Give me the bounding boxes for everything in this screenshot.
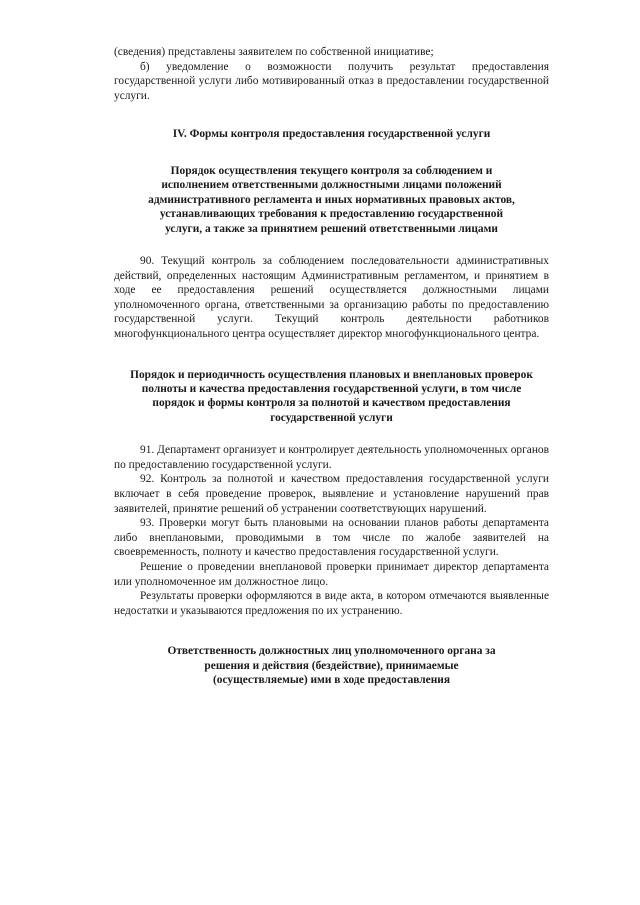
subsection-inspections-title: Порядок и периодичность осуществления плановых и внеплановых проверок полноты и качества предоставления государственной услуги, в том числе порядок и формы контроля за полнотой и качеством предоставления государственной услуги — [130, 368, 533, 424]
paragraph-92: 92. Контроль за полнотой и качеством предоставления государственной услуги включает в себя проведение проверок, выявление и установление нарушений прав заявителей, принятие решений об устранении соответствующих нарушений. — [114, 473, 549, 515]
document-page — [114, 45, 549, 688]
paragraph-93: 93. Проверки могут быть плановыми на основании планов работы департамента либо внеплановыми, проводимыми в том числе по жалобе заявителей на своевременность, полноту и качество предоставления государственной услуги. — [114, 517, 549, 559]
subsection-responsibility-title: Ответственность должностных лиц уполномоченного органа за решения и действия (бездействие), принимаемые (осуществляемые) ими в ходе предоставления — [167, 645, 496, 687]
section-iv-title: IV. Формы контроля предоставления государственной услуги — [172, 128, 491, 141]
continuation-text: (сведения) представлены заявителем по собственной инициативе; — [114, 46, 434, 58]
paragraph-91: 91. Департамент организует и контролирует деятельность уполномоченных органов по предоставлению государственной услуги. — [114, 444, 549, 471]
item-b-text: б) уведомление о возможности получить результат предоставления государственной услуги либо мотивированный отказ в предоставлении государственной услуги. — [114, 60, 549, 102]
paragraph-decision: Решение о проведении внеплановой проверки принимает директор департамента или уполномоченное им должностное лицо. — [114, 560, 549, 588]
paragraph-90: 90. Текущий контроль за соблюдением последовательности административных действий, определенных настоящим Административным регламентом, и принятием в ходе ее предоставления решений осуществляется должностными лицами уполномоченного органа, ответственными за организацию работы по предоставлению государственной услуги. Текущий контроль деятельности работников многофункционального центра осуществляет директор многофункционального центра. — [114, 255, 549, 340]
subsection-current-control-title: Порядок осуществления текущего контроля за соблюдением и исполнением ответственными должностными лицами положений административного регламента и иных нормативных правовых актов, устанавливающих требования к предоставлению государственной услуги, а также за принятием решений ответственными лицами — [148, 164, 515, 235]
paragraph-results: Результаты проверки оформляются в виде акта, в котором отмечаются выявленные недостатки и указываются предложения по их устранению. — [114, 590, 549, 617]
